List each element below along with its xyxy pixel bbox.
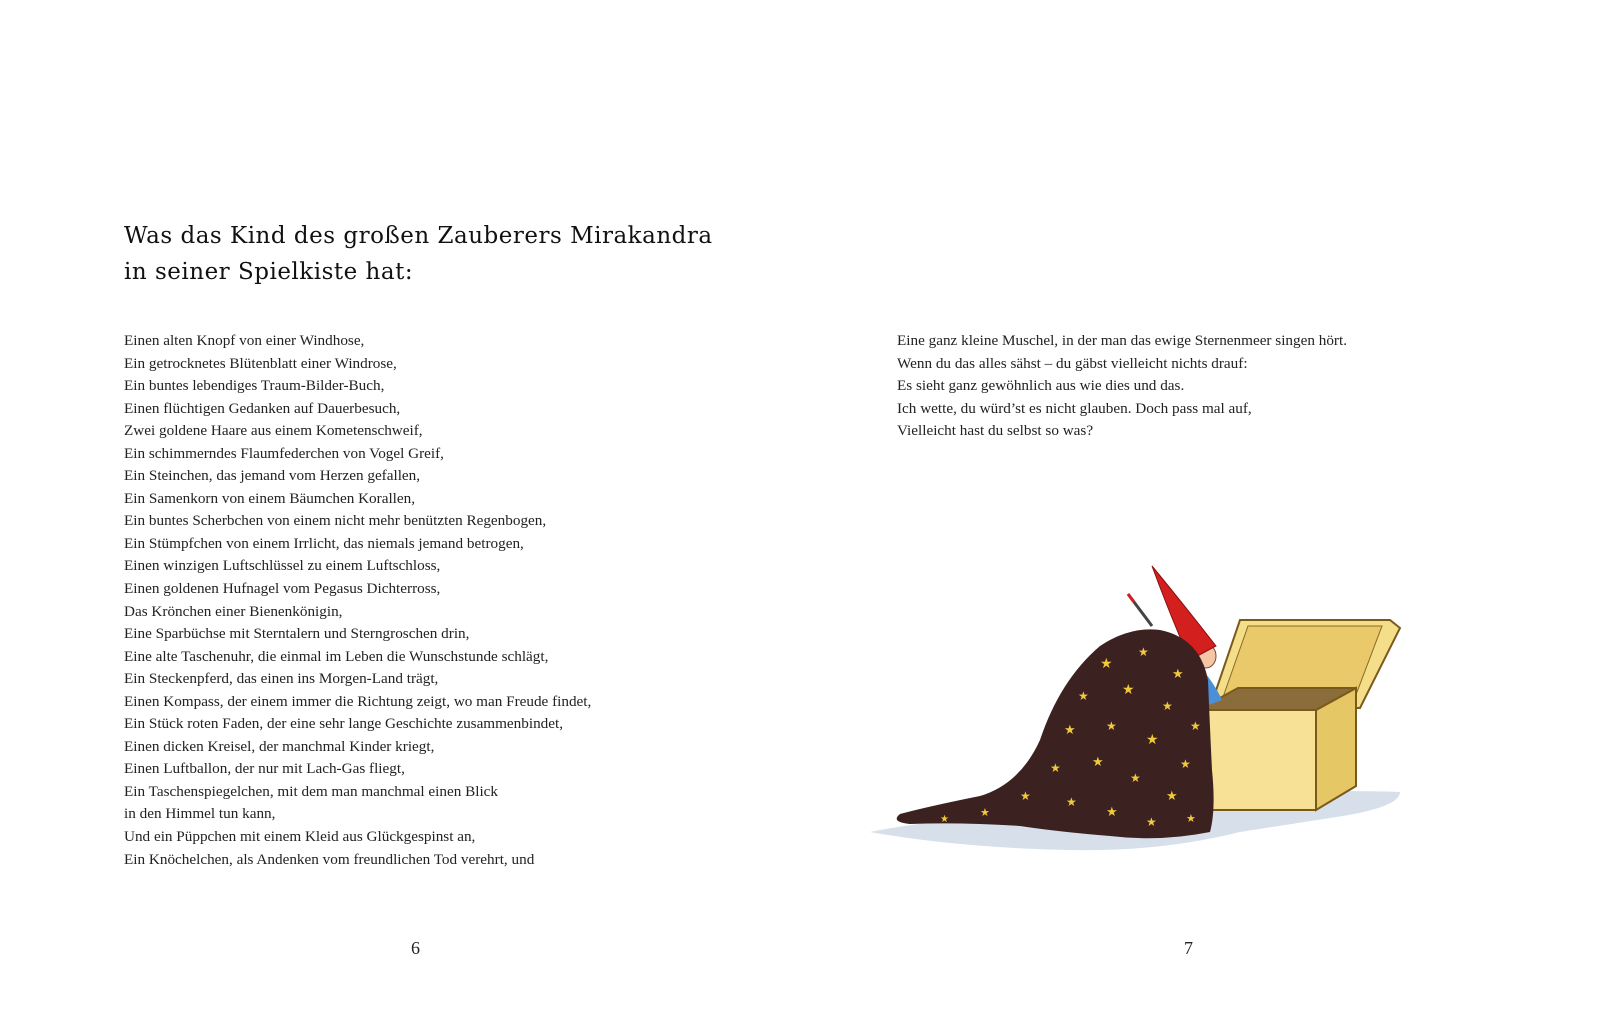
page-number-right: 7: [1184, 938, 1193, 958]
verse-line: Eine ganz kleine Muschel, in der man das ewige Sternenmeer singen hört.: [897, 332, 1347, 349]
verse-line: Ein Steinchen, das jemand vom Herzen gefallen,: [124, 467, 421, 485]
verse-line: Einen alten Knopf von einer Windhose,: [124, 332, 365, 349]
verse-right: [897, 330, 1347, 443]
page-title: [124, 218, 744, 290]
svg-text:★: ★: [1162, 699, 1173, 713]
title-line: in seiner Spielkiste hat:: [124, 259, 414, 285]
svg-text:★: ★: [1050, 761, 1061, 775]
verse-line: Ein Stück roten Faden, der eine sehr lange Geschichte zusammenbindet,: [124, 715, 564, 733]
svg-text:★: ★: [1166, 789, 1178, 804]
svg-text:★: ★: [1100, 656, 1113, 672]
svg-text:★: ★: [1064, 723, 1076, 738]
verse-line: Es sieht ganz gewöhnlich aus wie dies und das.: [897, 377, 1185, 395]
verse-line: Einen flüchtigen Gedanken auf Dauerbesuch,: [124, 399, 401, 417]
verse-line: Ein Stümpfchen von einem Irrlicht, das niemals jemand betrogen,: [124, 534, 524, 552]
svg-text:★: ★: [1078, 689, 1089, 703]
svg-text:★: ★: [1138, 645, 1149, 659]
svg-text:★: ★: [940, 814, 949, 825]
svg-text:★: ★: [1190, 719, 1201, 733]
verse-line: Das Krönchen einer Bienenkönigin,: [124, 602, 343, 620]
verse-line: Wenn du das alles sähst – du gäbst vielleicht nichts drauf:: [897, 354, 1248, 372]
svg-text:★: ★: [980, 806, 990, 819]
verse-line: Ein getrocknetes Blütenblatt einer Windrose,: [124, 354, 397, 372]
svg-text:★: ★: [1186, 812, 1196, 825]
svg-text:★: ★: [1146, 732, 1159, 748]
verse-line: Ein Knöchelchen, als Andenken vom freundlichen Tod verehrt, und: [124, 850, 535, 868]
verse-line: in den Himmel tun kann,: [124, 805, 276, 823]
title-line: Was das Kind des großen Zauberers Mirakandra: [124, 223, 713, 249]
svg-text:★: ★: [1020, 789, 1031, 803]
verse-line: Ein Steckenpferd, das einen ins Morgen-Land trägt,: [124, 670, 439, 688]
wizard-in-toy-chest-illustration: [860, 560, 1420, 890]
page-number-left: 6: [411, 938, 420, 958]
svg-text:★: ★: [1180, 757, 1191, 771]
verse-line: Vielleicht hast du selbst so was?: [897, 422, 1094, 440]
verse-line: Zwei goldene Haare aus einem Kometenschweif,: [124, 422, 423, 440]
verse-line: Ein buntes Scherbchen von einem nicht mehr benützten Regenbogen,: [124, 512, 547, 530]
svg-text:★: ★: [1092, 755, 1104, 770]
svg-text:★: ★: [1130, 771, 1141, 785]
verse-left: [124, 330, 591, 871]
verse-line: Einen dicken Kreisel, der manchmal Kinder kriegt,: [124, 737, 435, 755]
svg-text:★: ★: [1066, 795, 1077, 809]
verse-line: Einen goldenen Hufnagel vom Pegasus Dichterross,: [124, 580, 441, 598]
starry-cloak: [897, 629, 1214, 838]
verse-line: Ein Taschenspiegelchen, mit dem man manchmal einen Blick: [124, 782, 499, 800]
verse-line: Eine alte Taschenuhr, die einmal im Leben die Wunschstunde schlägt,: [124, 647, 549, 665]
svg-text:★: ★: [1106, 719, 1117, 733]
svg-text:★: ★: [1106, 805, 1118, 820]
svg-text:★: ★: [1122, 682, 1135, 698]
verse-line: Einen winzigen Luftschlüssel zu einem Luftschloss,: [124, 557, 441, 575]
verse-line: Und ein Püppchen mit einem Kleid aus Glückgespinst an,: [124, 828, 476, 846]
verse-line: Ein Samenkorn von einem Bäumchen Korallen,: [124, 489, 416, 507]
verse-line: Einen Kompass, der einem immer die Richtung zeigt, wo man Freude findet,: [124, 692, 592, 710]
svg-text:★: ★: [1146, 815, 1157, 829]
chest-front: [1198, 710, 1316, 810]
verse-line: Eine Sparbüchse mit Sterntalern und Sterngroschen drin,: [124, 625, 470, 643]
verse-line: Ich wette, du würd’st es nicht glauben. Doch pass mal auf,: [897, 399, 1252, 417]
verse-line: Ein schimmerndes Flaumfederchen von Vogel Greif,: [124, 444, 444, 462]
svg-text:★: ★: [1172, 667, 1184, 682]
verse-line: Ein buntes lebendiges Traum-Bilder-Buch,: [124, 377, 385, 395]
verse-line: Einen Luftballon, der nur mit Lach-Gas fliegt,: [124, 760, 405, 778]
